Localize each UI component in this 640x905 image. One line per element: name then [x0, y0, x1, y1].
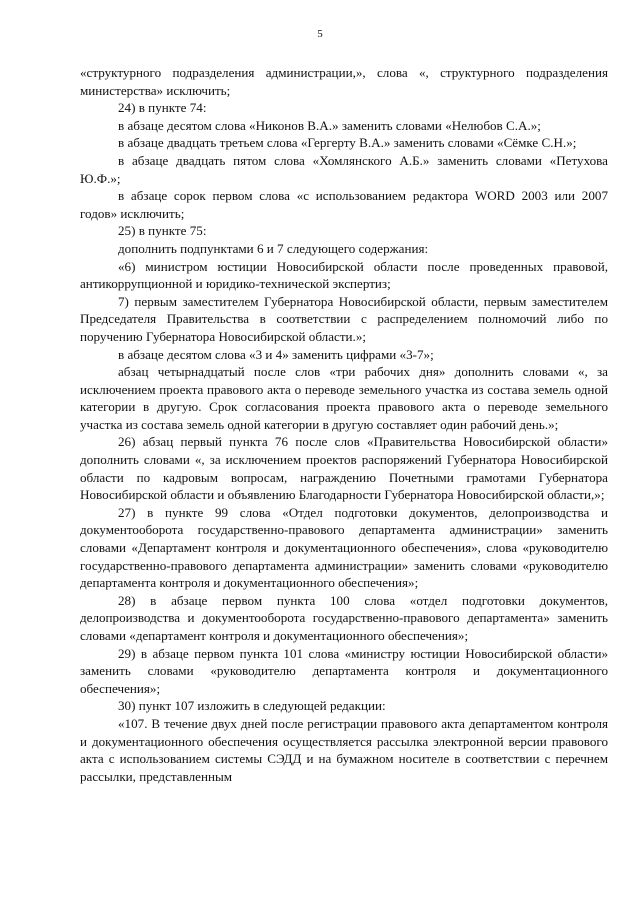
paragraph: в абзаце десятом слова «3 и 4» заменить цифрами «3-7»; [118, 346, 434, 362]
paragraph: в абзаце сорок первом слова «с использованием редактора WORD 2003 или 2007 годов» исключить; [80, 188, 608, 221]
paragraph: «структурного подразделения администрации,», слова «, структурного подразделения министерства» исключить; [80, 65, 608, 98]
page-number: 5 [317, 28, 323, 40]
paragraph: в абзаце двадцать пятом слова «Хомлянского А.Б.» заменить словами «Петухова Ю.Ф.»; [80, 152, 608, 186]
paragraph: 28) в абзаце первом пункта 100 слова «отдел подготовки документов, делопроизводства и документооборота государственно-правового департамента» заменить словами «департамент контроля и документационного обеспечения»; [80, 592, 608, 643]
paragraph: в абзаце двадцать третьем слова «Гергерту В.А.» заменить словами «Сёмке С.Н.»; [118, 135, 577, 151]
paragraph: в абзаце десятом слова «Никонов В.А.» заменить словами «Нелюбов С.А.»; [118, 117, 541, 133]
paragraph: 27) в пункте 99 слова «Отдел подготовки документов, делопроизводства и документооборота государственно-правового департамента администрации» заменить словами «Департамент контроля и документационного обеспечения», слова «руководителю государственно-правового департамента администрации» заменить словами «руководителю департамента контроля и документационного обеспечения»; [80, 504, 608, 591]
paragraph: дополнить подпунктами 6 и 7 следующего содержания: [118, 240, 429, 256]
paragraph: 7) первым заместителем Губернатора Новосибирской области, первым заместителем Председателя Правительства в соответствии с распределением полномочий либо по поручению Губернатора Новосибирской области.»; [80, 293, 608, 344]
paragraph: «107. В течение двух дней после регистрации правового акта департаментом контроля и документационного обеспечения осуществляется рассылка электронной версии правового акта с использованием системы СЭДД и на бумажном носителе в соответствии с перечнем рассылки, представленным [80, 715, 608, 784]
paragraph: 29) в абзаце первом пункта 101 слова «министру юстиции Новосибирской области» заменить словами «руководителю департамента контроля и документационного обеспечения»; [80, 645, 608, 696]
paragraph: 30) пункт 107 изложить в следующей редакции: [118, 698, 386, 714]
paragraph: 24) в пункте 74: [118, 100, 207, 116]
paragraph: 25) в пункте 75: [118, 223, 207, 239]
paragraph: 26) абзац первый пункта 76 после слов «Правительства Новосибирской области» дополнить словами «, за исключением проектов распоряжений Губернатора Новосибирской области по кадровым вопросам, награждению Почетными грамотами Губернатора Новосибирской области и объявлению Благодарности Губернатора Новосибирской области,»; [80, 434, 608, 503]
document-body [80, 64, 608, 785]
paragraph: «6) министром юстиции Новосибирской области после проведенных правовой, антикоррупционной и юридико-технической экспертиз; [80, 258, 608, 292]
paragraph: абзац четырнадцатый после слов «три рабочих дня» дополнить словами «, за исключением проекта правового акта о переводе земельного участка из состава земель одной категории в другую. Срок согласования проекта правового акта о переводе земельного участка из состава земель одной категории в другую составляет один рабочий день.»; [80, 364, 608, 432]
